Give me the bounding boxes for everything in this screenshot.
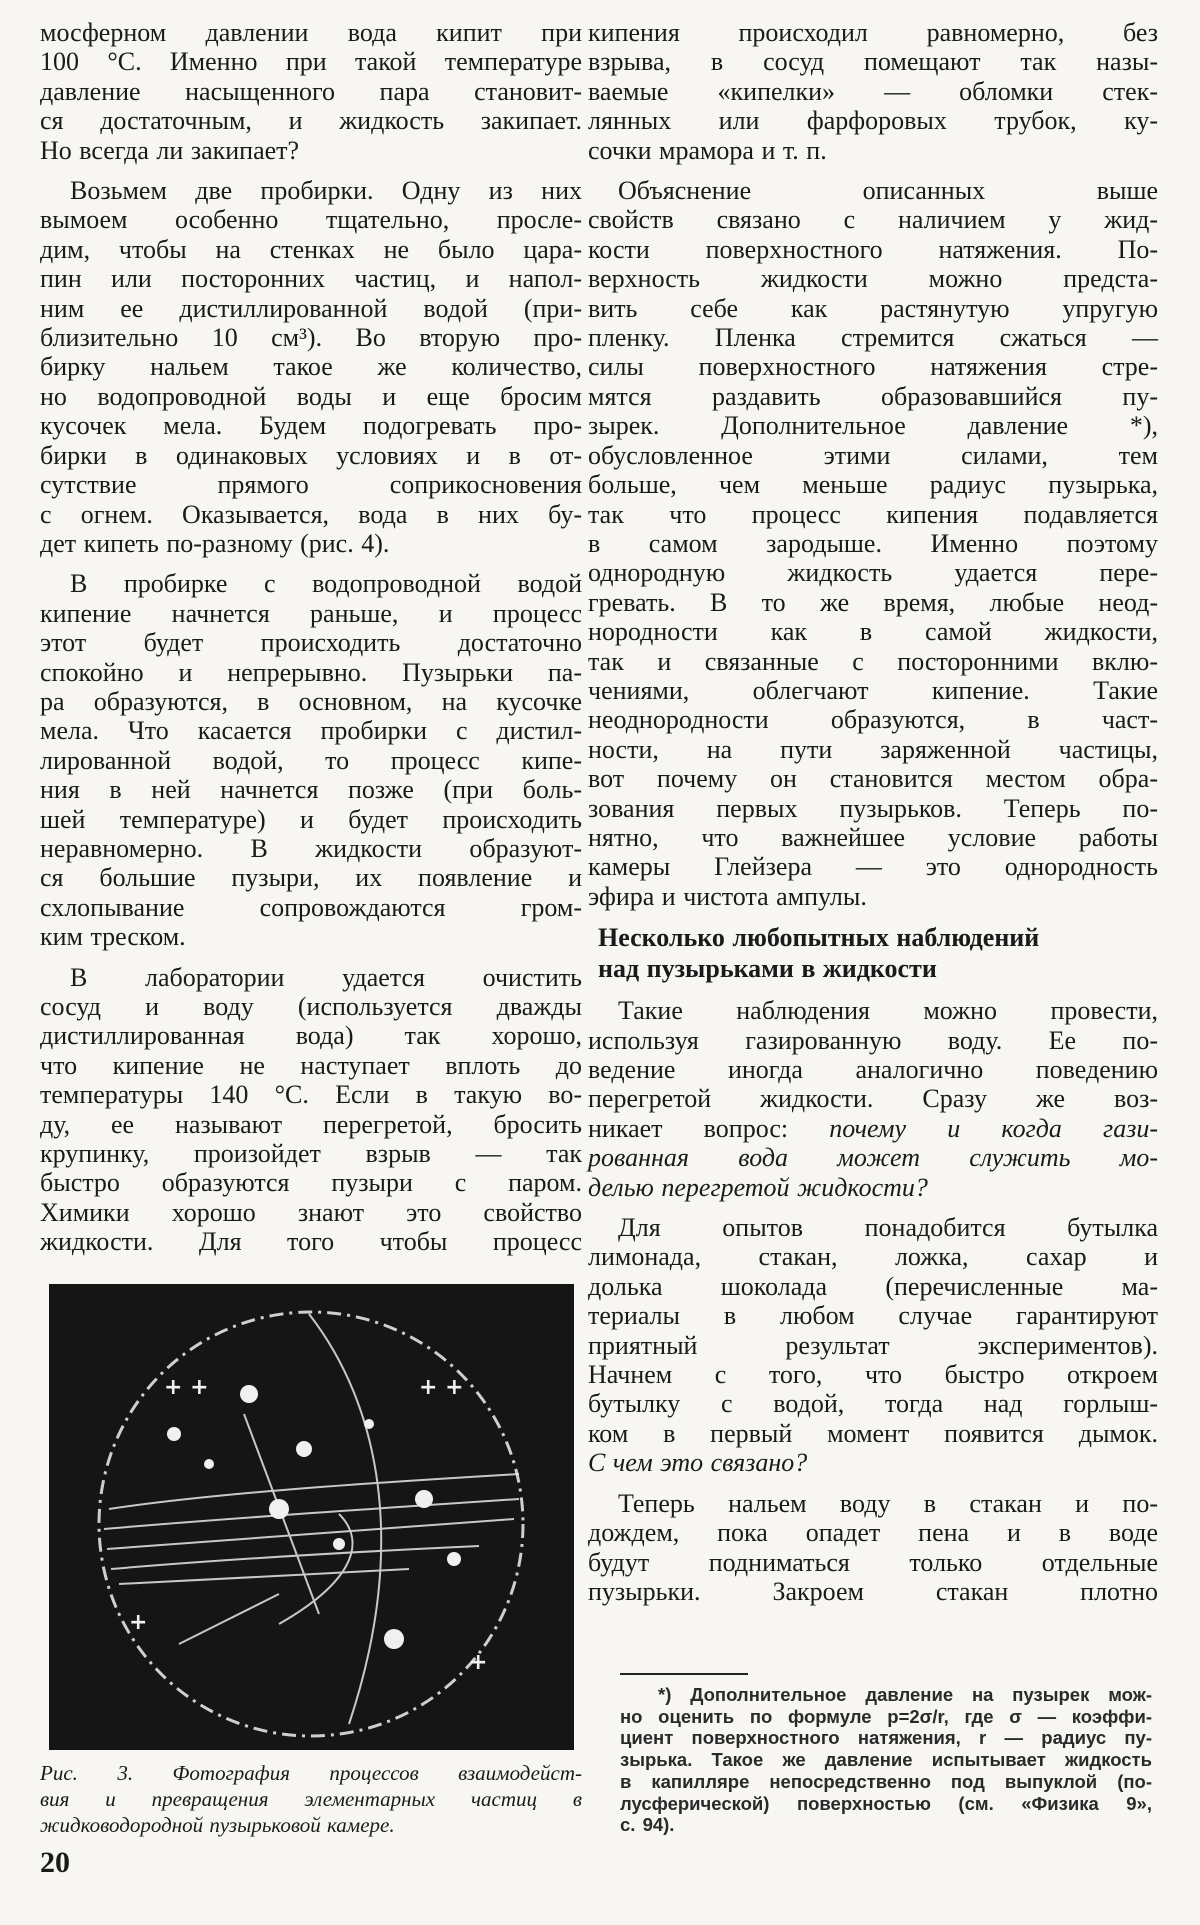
paragraph	[588, 1489, 1158, 1607]
text-line: неоднородности образуются, в част-	[588, 705, 1158, 735]
svg-text:+: +	[469, 1650, 488, 1675]
text-line: перегретой жидкости. Сразу же воз-	[588, 1084, 1158, 1114]
text-line: лимонада, стакан, ложка, сахар и	[588, 1242, 1158, 1272]
text-line: так что процесс кипения подавляется	[588, 499, 1158, 529]
text-line: кусочек мела. Будем подогревать про-	[40, 411, 582, 441]
right-text-column	[588, 18, 1158, 1617]
italic-text: С чем это связано?	[588, 1448, 808, 1478]
italic-text: рованная вода может служить мо-	[588, 1143, 1158, 1173]
text-line: крупинку, произойдет взрыв — так	[40, 1139, 582, 1169]
text-line: однородную жидкость удается пере-	[588, 558, 1158, 588]
text-line: ности, на пути заряженной частицы,	[588, 734, 1158, 764]
text-line: вить себе как растянутую упругую	[588, 293, 1158, 323]
text-line: бутылку с водой, тогда над горлыш-	[588, 1389, 1158, 1419]
italic-text: делью перегретой жидкости?	[588, 1172, 928, 1202]
text-segment: никает вопрос:	[588, 1113, 830, 1143]
text-line: давление насыщенного пара становит-	[40, 76, 582, 106]
text-line: ком в первый момент появится дымок.	[588, 1418, 1158, 1448]
text-line: силы поверхностного натяжения стре-	[588, 352, 1158, 382]
text-line: взрыва, в сосуд помещают так назы-	[588, 47, 1158, 77]
figure-caption	[40, 1760, 582, 1838]
text-line	[588, 1448, 1158, 1477]
italic-text: почему и когда гази-	[829, 1113, 1159, 1143]
text-line: бирки в одинаковых условиях и в от-	[40, 440, 582, 470]
text-line: ся большие пузыри, их появление и	[40, 863, 582, 893]
text-line: зырек. Дополнительное давление *),	[588, 411, 1158, 441]
text-line: Для опытов понадобится бутылка	[618, 1213, 1158, 1243]
text-line: сочки мрамора и т. п.	[588, 135, 827, 165]
text-line: мосферном давлении вода кипит при	[40, 18, 582, 47]
text-line: Возьмем две пробирки. Одну из них	[70, 176, 582, 206]
text-line: кипение начнется раньше, и процесс	[40, 598, 582, 628]
text-line: ваемые «кипелки» — обломки стек-	[588, 76, 1158, 106]
text-line: гревать. В то же время, любые неод-	[588, 587, 1158, 617]
footnote	[620, 1684, 1152, 1836]
text-line: камеры Глейзера — это однородность	[588, 852, 1158, 882]
text-line: близительно 10 см³). Во вторую про-	[40, 323, 582, 353]
text-line: Несколько любопытных наблюдений	[598, 923, 1040, 953]
section-heading	[598, 922, 1158, 984]
text-line: долька шоколада (перечисленные ма-	[588, 1271, 1158, 1301]
svg-text:+: +	[129, 1610, 148, 1635]
text-line: дим, чтобы на стенках не было цара-	[40, 234, 582, 264]
text-line: лированной водой, то процесс кипе-	[40, 745, 582, 775]
paragraph	[40, 176, 582, 558]
text-line: *) Дополнительное давление на пузырек мож-	[658, 1684, 1152, 1705]
svg-text:+ +: + +	[419, 1375, 464, 1400]
paragraph	[40, 18, 582, 165]
text-line: с. 94).	[620, 1814, 675, 1836]
text-line: но водопроводной воды и еще бросим	[40, 381, 582, 411]
text-line	[588, 1173, 1158, 1202]
text-line: ра образуются, в основном, на кусочке	[40, 686, 582, 716]
text-line: вот почему он становится местом обра-	[588, 764, 1158, 794]
text-line	[588, 1143, 1158, 1172]
text-line: циент поверхностного натяжения, r — радиус пу-	[620, 1727, 1152, 1749]
text-line: лусферической) поверхностью (см. «Физика 9»,	[620, 1792, 1152, 1814]
svg-text:+ +: + +	[164, 1375, 209, 1400]
paragraph	[588, 18, 1158, 165]
text-line: быстро образуются пузыри с паром.	[40, 1168, 582, 1198]
text-line: над пузырьками в жидкости	[598, 954, 937, 984]
text-line: что кипение не наступает вплоть до	[40, 1050, 582, 1080]
bubble-chamber-image	[49, 1284, 574, 1750]
text-line: зования первых пузырьков. Теперь по-	[588, 793, 1158, 823]
text-line: ния в ней начнется позже (при боль-	[40, 775, 582, 805]
text-line: эфира и чистота ампулы.	[588, 881, 867, 911]
text-line: обусловленное этими силами, тем	[588, 440, 1158, 470]
text-line: Рис. 3. Фотография процессов взаимодейст-	[40, 1761, 582, 1785]
paragraph	[588, 1213, 1158, 1478]
text-line: ним ее дистиллированной водой (при-	[40, 293, 582, 323]
text-line: спокойно и непрерывно. Пузырьки па-	[40, 657, 582, 687]
text-line: ся достаточным, и жидкость закипает.	[40, 106, 582, 136]
text-line: Теперь нальем воду в стакан и по-	[618, 1488, 1158, 1518]
text-line: но оценить по формуле p=2σ/r, где σ — коэффи-	[620, 1705, 1152, 1727]
text-line: в самом зародыше. Именно поэтому	[588, 528, 1158, 558]
text-line: мела. Что касается пробирки с дистил-	[40, 716, 582, 746]
text-line: этот будет происходить достаточно	[40, 628, 582, 658]
text-line: будут подниматься только отдельные	[588, 1547, 1158, 1577]
text-line: Химики хорошо знают это свойство	[40, 1197, 582, 1227]
text-line: сутствие прямого соприкосновения	[40, 470, 582, 500]
text-line	[588, 1114, 1158, 1143]
text-line: Такие наблюдения можно провести,	[618, 996, 1158, 1026]
text-line: вымоем особенно тщательно, просле-	[40, 205, 582, 235]
paragraph	[40, 963, 582, 1257]
text-line: используя газированную воду. Ее по-	[588, 1025, 1158, 1055]
text-line: чениями, облегчают кипение. Такие	[588, 675, 1158, 705]
paragraph	[588, 176, 1158, 911]
text-line: Начнем с того, что быстро откроем	[588, 1360, 1158, 1390]
text-line: пленку. Пленка стремится сжаться —	[588, 323, 1158, 353]
text-line: 100 °C. Именно при такой температуре	[40, 47, 582, 77]
text-line: ведение иногда аналогично поведению	[588, 1055, 1158, 1084]
text-line: приятный результат экспериментов).	[588, 1330, 1158, 1360]
text-line: Объяснение описанных выше	[618, 176, 1158, 206]
text-line: жидководородной пузырьковой камере.	[40, 1813, 395, 1837]
text-line: мятся раздавить образовавшийся пу-	[588, 381, 1158, 411]
text-line: больше, чем меньше радиус пузырька,	[588, 470, 1158, 500]
text-line: дет кипеть по-разному (рис. 4).	[40, 528, 390, 558]
text-line: нородности как в самой жидкости,	[588, 617, 1158, 647]
text-line: ким треском.	[40, 922, 186, 952]
text-line: ду, ее называют перегретой, бросить	[40, 1109, 582, 1139]
text-line: вия и превращения элементарных частиц в	[40, 1787, 582, 1811]
text-line: так и связанные с посторонними вклю-	[588, 646, 1158, 676]
text-line: В лаборатории удается очистить	[70, 962, 582, 992]
text-line: Но всегда ли закипает?	[40, 135, 300, 165]
bubble-chamber-photo	[49, 1284, 574, 1750]
text-line: неравномерно. В жидкости образуют-	[40, 833, 582, 863]
text-line: шей температуре) и будет происходить	[40, 804, 582, 834]
text-line: в капилляре непосредственно под выпуклой (по-	[620, 1770, 1152, 1792]
page-number: 20	[40, 1846, 70, 1879]
left-text-column	[40, 18, 582, 1268]
text-line: сосуд и воду (используется дважды	[40, 992, 582, 1021]
text-line: свойств связано с наличием у жид-	[588, 205, 1158, 235]
text-line: дождем, пока опадет пена и в воде	[588, 1518, 1158, 1548]
text-line: зырька. Такое же давление испытывает жидкость	[620, 1749, 1152, 1771]
text-line: пин или посторонних частиц, и напол-	[40, 264, 582, 294]
text-line: верхность жидкости можно предста-	[588, 264, 1158, 294]
text-line: лянных или фарфоровых трубок, ку-	[588, 106, 1158, 136]
text-line: кипения происходил равномерно, без	[588, 18, 1158, 47]
text-line: схлопывание сопровождаются гром-	[40, 892, 582, 922]
text-line: жидкости. Для того чтобы процесс	[40, 1227, 582, 1257]
text-line: дистиллированная вода) так хорошо,	[40, 1021, 582, 1051]
text-line: В пробирке с водопроводной водой	[70, 569, 582, 599]
footnote-divider	[620, 1673, 748, 1675]
text-line: кости поверхностного натяжения. По-	[588, 234, 1158, 264]
text-line: бирку нальем такое же количество,	[40, 352, 582, 382]
text-line: териалы в любом случае гарантируют	[588, 1301, 1158, 1331]
text-line: нятно, что важнейшее условие работы	[588, 822, 1158, 852]
paragraph	[40, 569, 582, 951]
text-line: с огнем. Оказывается, вода в них бу-	[40, 499, 582, 529]
paragraph	[588, 996, 1158, 1202]
text-line: температуры 140 °C. Если в такую во-	[40, 1080, 582, 1110]
text-line: пузырьки. Закроем стакан плотно	[588, 1576, 1158, 1606]
